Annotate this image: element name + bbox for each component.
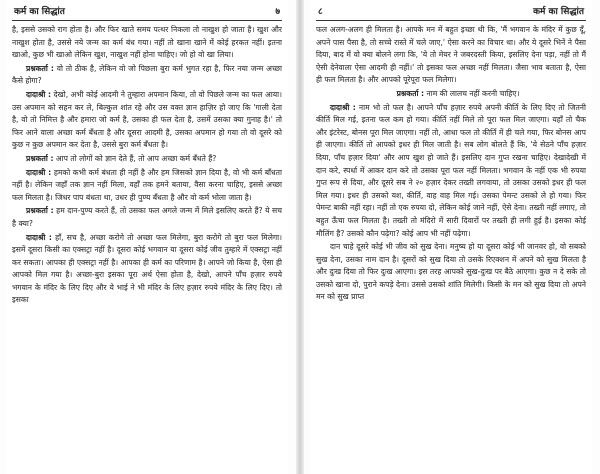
speaker-label: दादाश्री : <box>26 232 52 242</box>
right-page-title: कर्म का सिद्धांत <box>533 7 584 17</box>
left-page <box>6 0 288 474</box>
left-page-body <box>12 24 282 307</box>
paragraph-text: हमको कभी कर्म बंधता ही नहीं है और हम जिसको ज्ञान दिया है, वो भी कर्म बाँधता नहीं है। लेकिन जहाँ तक ज्ञान नहीं मिला, वहाँ तक हमने बताया, वैसा करना चाहिए, इससे अच्छा फल मिलता है। जिधर पाप बंधता था, उधर ही पुण्य बँधता है और वो कर्म भोला जाता है। <box>12 167 282 202</box>
left-page-header <box>12 6 282 21</box>
speaker-label: दादाश्री : <box>26 89 52 99</box>
book-gutter <box>296 0 304 474</box>
paragraph <box>12 205 282 230</box>
paragraph <box>12 89 282 152</box>
right-page <box>310 0 592 474</box>
paragraph <box>12 232 282 308</box>
paragraph <box>12 24 282 62</box>
paragraph-text: है, इससे उसको राग होता है। और फिर खाते समय पत्थर निकला तो नाखुश हो जाता है। खुश और नाखुश होता है, उससे नये जन्म का कर्म बंध गया। नहीं तो खाना खाने में कोई हरकत नहीं। इतना खाओ, कुछ भी खाओ लेकिन खुश, नाखुश नहीं होना चाहिए। जो हो वो खा लिया। <box>12 25 282 60</box>
speaker-label: दादाश्री : <box>26 167 52 177</box>
speaker-label: प्रश्नकर्ता : <box>26 153 54 163</box>
paragraph <box>12 167 282 205</box>
speaker-label: प्रश्नकर्ता : <box>26 63 54 73</box>
paragraph-text: आप तो लोगों को ज्ञान देते हैं, तो आप अच्छा कर्म बँधते हैं? <box>55 153 217 163</box>
paragraph <box>316 241 586 304</box>
paragraph-text: दान चाहे दूसरे कोई भी जीव को सुख देना। मनुष्य हो या दूसरा कोई भी जानवर हो, वो सबको सुख देना, उसका नाम दान है। दूसरों को सुख दिया तो उसके रिएक्शन में अपने को सुख मिलता है और दुःख दिया तो फिर दुःख आएगा। इस तरह आपको सुख-दुःख पर बैठे आएगा। कुछ न दे सके तो उसको खाना दो, पुराने कपड़े देना। उससे उसको शांति मिलेगी। किसी के मन को सुख दिया तो अपने मन को सुख प्राप्त <box>316 242 586 302</box>
paragraph <box>316 24 586 87</box>
left-page-title: कर्म का सिद्धांत <box>14 7 65 17</box>
speaker-label: प्रश्नकर्ता : <box>396 88 425 98</box>
paragraph-text: हाँ, सच है, अच्छा करोगे तो अच्छा फल मिलेगा, बुरा करोगे तो बुरा फल मिलेगा। इसमें दूसरा किसी का एक्सट्रा नहीं है। दूसरा कोई भगवान या दूसरा कोई जीव तुम्हारे में एक्सट्रा नहीं कर सकता। आपका ही एक्सट्रा नहीं है। आपका ही कर्म का परिणाम है। आपने जो किया है, ऐसा ही आपको मिल गया है। अच्छा-बुरा इसका पूरा अर्थ ऐसा होता है, देखो, आपने पाँच हज़ार रुपये भगवान के मंदिर के लिए दिए और ये भाई ने भी मंदिर के लिए हज़ार रुपये मंदिर के लिए दिए। तो इसका <box>12 232 282 305</box>
right-page-body <box>316 24 586 304</box>
paragraph-text: वो तो ठीक है, लेकिन वो जो पिछला बुरा कर्म भुगत रहा है, फिर नया जन्म अच्छा कैसे होगा? <box>12 63 283 86</box>
paragraph-text: देखो, अभी कोई आदमी ने तुम्हारा अपमान किया, तो वो पिछले जन्म का फल आया। उस अपमान को सहन कर ले, बिल्कुल शांत रहे और उस वक्त ज्ञान हाज़िर हो जाए कि 'गाली देता है, वो तो निमित्त है और हमारा जो कर्म है, उसका ही फल देता है, उसमें उसका क्या गुनाह है।' तो फिर आने वाला अच्छा कर्म बँधता है और दूसरा आदमी है, उसका अपमान हो गया तो वो दूसरे को कुछ न कुछ अपमान कर देता है, उससे बुरा कर्म बँधता है। <box>12 89 282 150</box>
paragraph <box>316 88 586 101</box>
speaker-label: दादाश्री : <box>330 102 356 112</box>
paragraph-text: नाम की लालच नहीं करनी चाहिए। <box>426 88 520 98</box>
right-page-header <box>316 6 586 21</box>
right-page-number: ८ <box>318 7 323 17</box>
paragraph <box>12 153 282 166</box>
speaker-label: प्रश्नकर्ता : <box>26 206 54 216</box>
left-page-number: ७ <box>275 7 280 17</box>
paragraph-text: नाम भो तो फल है। आपने पाँच हज़ार रुपये अपनी कीर्ति के लिए दिए तो जितनी कीर्ति मिल गई, इतना फल कम हो गया। कीर्ति नहीं मिले तो पूरा फल मिल जाएगा। यहाँ तो चैक और इंटरेस्ट, बोनस पूरा मिल जाएगा। नहीं तो, आधा फल तो कीर्ति में ही चले गया, फिर बोनस आप ही जाएगा। कीर्ति तो आपको इधर ही मिल जाती है। सब लोग बोलते हैं कि, 'ये सेठने पाँच हज़ार दिया, पाँच हज़ार दिया' और आप खुश हो जाते हैं। इसलिए दान गुप्त रखना चाहिए। देखादेखी में दान करे, स्पर्धा में आकर दान करे तो उसका पूरा फल नहीं मिलता। भगवान के नहीं एक भी रुपया गुप्त रूप से दिया, और दूसरे सब ने २० हज़ार देकर तख्ती लगवाया, तो उसका उसको इधर ही फल मिल गया। इधर ही उसको यश, कीर्ति, वाह वाह मिल गई। उसका पेमन्ट उसको ले हो गया। फिर पेमन्ट बाकी नहीं रहा। नहीं तो एक रुपया दो, लेकिन कोई जाने नहीं, ऐसे देना। तख्ती नहीं लगाए, तो बहुत ऊँचा फल मिलता है। तख्ती तो मंदिरो में सारी दिवारों पर तख्ती ही लगी हुई है। इसका कोई मौलिंग है? उसको कौन पढ़ेगा? कोई आप भी नहीं पढ़ेगा। <box>316 102 586 238</box>
paragraph-text: हम दान-पुण्य करते हैं, तो उसका फल अगले जन्म में मिले इसलिए करते हैं? ये सच है क्या? <box>12 206 283 228</box>
paragraph <box>12 63 282 88</box>
paragraph-text: फल अलग-अलग ही मिलता है। आपके मन में बहुत इच्छा थी कि, 'मैं भगवान के मंदिर में कुछ दूँ, अपने पास पैसा है, तो सच्चे रास्ते में चले जाए,' ऐसा करने का विचार था। और ये दूसरे भिनें ने पैसा दिया, बाद में वो क्या बोलने लगा कि, 'ये तो मेयर ने जबरदस्ती किया, इसलिए देना पड़ा, नहीं तो मैं ऐसी देनेवाला ऐसा आदमी ही नहीं।' तो इसका फल अच्छा नहीं मिलता। जैसा भाव बताता है, ऐसा ही फल मिलता है। और आपको पूरेपूरा फल मिलेगा। <box>316 25 586 85</box>
paragraph <box>316 102 586 241</box>
